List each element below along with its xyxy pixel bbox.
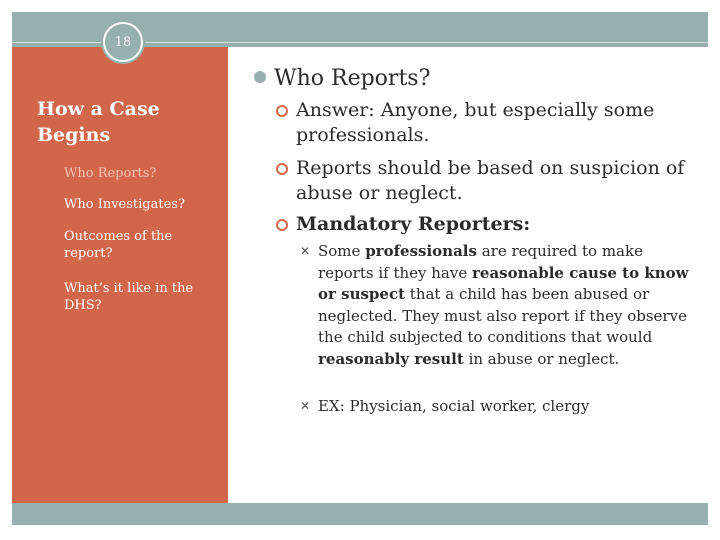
sidebar-item-who-reports[interactable]: Who Reports? [64,166,157,181]
sub-point-examples [300,396,690,418]
ring-bullet-icon [276,163,288,175]
slide-number-badge: 18 [103,22,143,62]
bullet-dot-icon [254,71,266,83]
sub-point-professionals [300,241,690,370]
sub-text-part: that a child has been abused or neglected. They must also report if they observe the child subjected to conditions that would [318,285,687,346]
point-mandatory-text: Mandatory Reporters: [296,213,531,235]
point-suspicion-text: Reports should be based on suspicion of abuse or neglect. [296,157,685,204]
content-heading-text: Who Reports? [274,66,431,91]
bottom-bar [12,503,708,525]
sidebar-item-outcomes[interactable]: Outcomes of the report? [64,229,173,261]
x-bullet-icon: ✕ [300,399,311,413]
point-mandatory [296,212,696,237]
sidebar-title: How a Case Begins [37,98,160,146]
content-heading [254,66,430,91]
ring-bullet-icon [276,219,288,231]
sub-text-part: in abuse or neglect. [463,349,620,368]
point-answer-text: Answer: Anyone, but especially some professionals. [296,99,655,146]
sidebar-item-dhs[interactable]: What’s it like in the DHS? [64,281,194,313]
sub-point-examples-text: EX: Physician, social worker, clergy [318,397,590,415]
sub-text-bold: reasonably result [318,349,464,368]
sub-text-bold: reasonable cause to know or suspect [318,263,689,303]
sub-text-part: Some [318,242,366,260]
sub-text-part: are required to make reports if they have [318,242,643,282]
x-bullet-icon: ✕ [300,244,311,258]
point-answer [296,98,696,148]
sub-text-bold: professionals [365,242,477,260]
sidebar-item-who-investigates[interactable]: Who Investigates? [64,197,185,212]
ring-bullet-icon [276,105,288,117]
point-suspicion [296,156,696,206]
